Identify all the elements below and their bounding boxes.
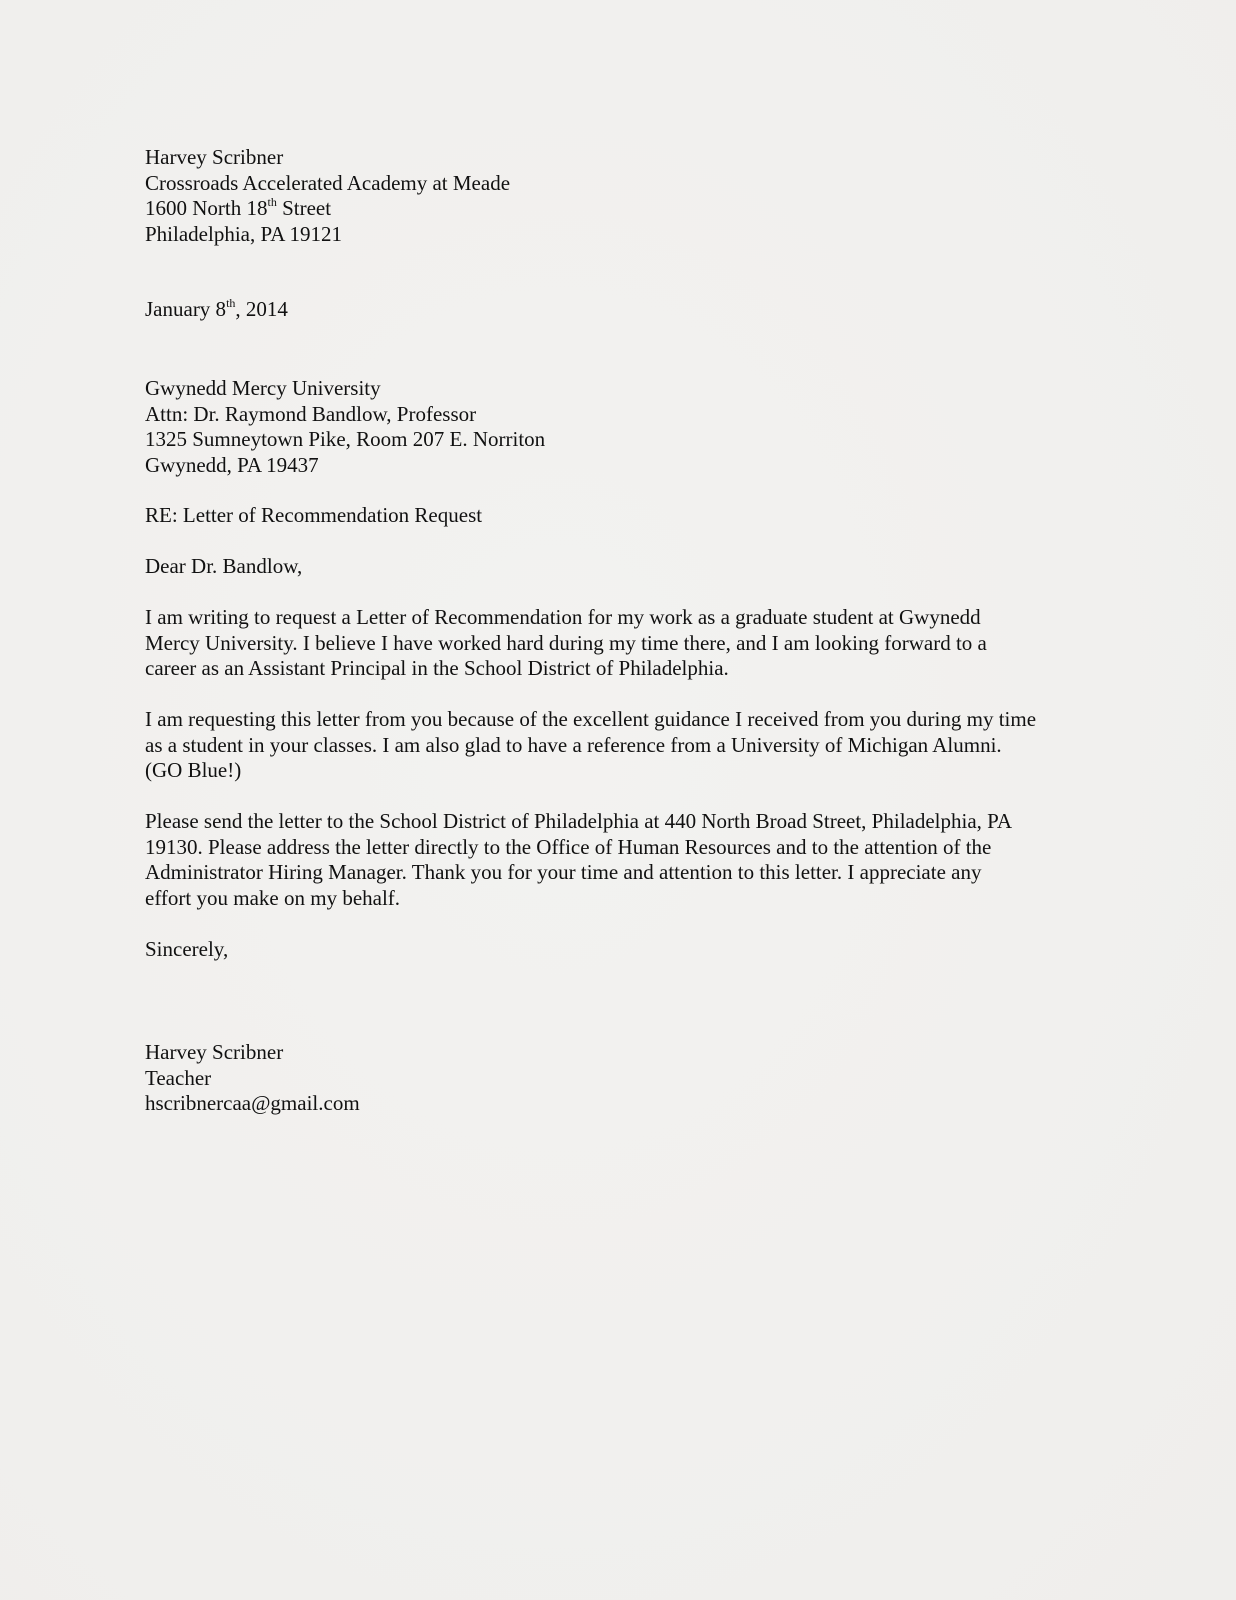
recipient-attn: Attn: Dr. Raymond Bandlow, Professor <box>145 401 477 426</box>
sender-name: Harvey Scribner <box>145 145 284 169</box>
body-paragraph-1: I am writing to request a Letter of Recommendation for my work as a graduate student at Gwynedd Mercy University. I believe I have worked hard during my time there, and I am looking forward to a career as an Assistant Principal in the School District of Philadelphia. <box>145 605 987 680</box>
sender-street: 1600 North 18th Street <box>145 195 332 220</box>
recipient-street: 1325 Sumneytown Pike, Room 207 E. Norriton <box>145 427 546 451</box>
signature-name: Harvey Scribner <box>145 1040 284 1064</box>
recipient-organization: Gwynedd Mercy University <box>145 376 381 400</box>
salutation: Dear Dr. Bandlow, <box>145 554 303 578</box>
signature-block <box>145 1040 360 1117</box>
sender-city-state-zip: Philadelphia, PA 19121 <box>145 221 342 246</box>
body-paragraph-2: I am requesting this letter from you because of the excellent guidance I received from you during my time as a student in your classes. I am also glad to have a reference from a University of Michigan Alumni. (GO Blue!) <box>145 707 1037 782</box>
sender-organization: Crossroads Accelerated Academy at Meade <box>145 170 511 195</box>
subject-line: RE: Letter of Recommendation Request <box>145 503 483 527</box>
signature-email: hscribnercaa@gmail.com <box>145 1091 360 1115</box>
letter-date: January 8th, 2014 <box>145 296 288 321</box>
recipient-city-state-zip: Gwynedd, PA 19437 <box>145 452 319 477</box>
closing: Sincerely, <box>145 937 229 961</box>
sender-address-block <box>145 145 510 247</box>
signature-title: Teacher <box>145 1065 212 1090</box>
body-paragraph-3: Please send the letter to the School District of Philadelphia at 440 North Broad Street, Philadelphia, PA 19130. Please address the letter directly to the Office of Human Resources and to the attention of the Administrator Hiring Manager. Thank you for your time and attention to this letter. I appreciate any effort you make on my behalf. <box>145 809 1013 910</box>
recipient-address-block <box>145 376 545 478</box>
